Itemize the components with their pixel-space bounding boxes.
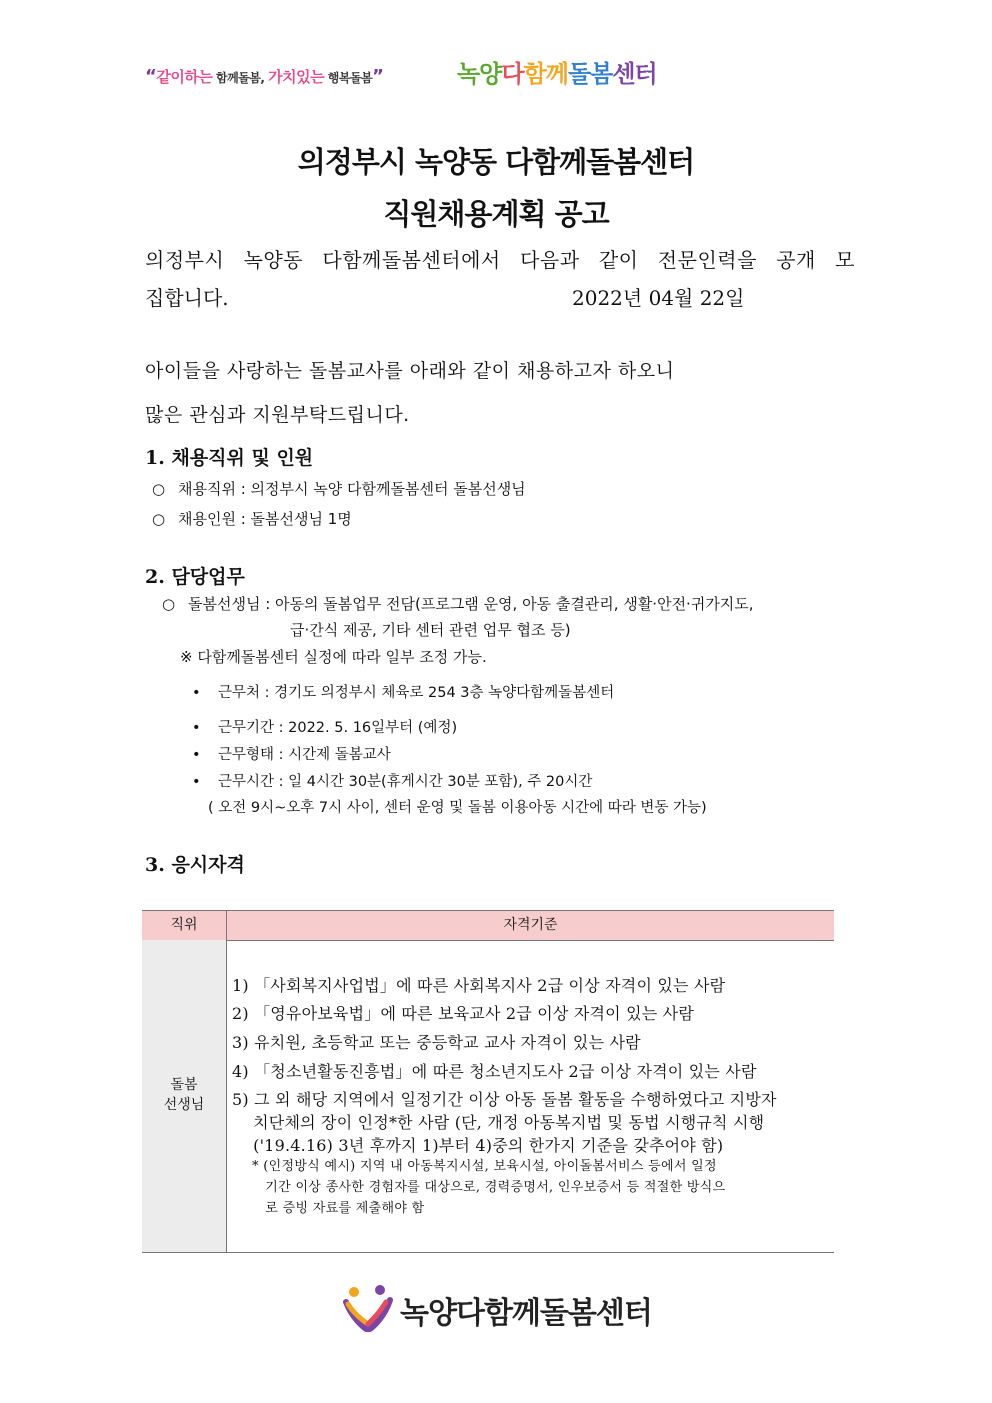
criteria-item: 4) 「청소년활동진흥법」에 따른 청소년지도사 2급 이상 자격이 있는 사람	[232, 1062, 757, 1081]
slogan-open-quote: “	[145, 66, 157, 87]
detail-text: 근무시간 : 일 4시간 30분(휴게시간 30분 포함), 주 20시간	[218, 774, 593, 790]
footer-brand: 녹양다함께돌봄센터	[400, 1296, 652, 1331]
page-subtitle: 직원채용계획 공고	[383, 197, 609, 231]
circle-bullet-icon: ○	[162, 595, 176, 613]
table-header-criteria: 자격기준	[503, 917, 558, 933]
duty-note: ※ 다함께돌봄센터 실정에 따라 일부 조정 가능.	[180, 648, 487, 666]
table-column-divider	[226, 910, 227, 1253]
criteria-note: * (인정방식 예시) 지역 내 아동복지시설, 보육시설, 아이돌봄서비스 등에서 일정	[252, 1159, 717, 1174]
criteria-item: 3) 유치원, 초등학교 또는 중등학교 교사 자격이 있는 사람	[232, 1033, 641, 1052]
criteria-item: 2) 「영유아보육법」에 따른 보육교사 2급 이상 자격이 있는 사람	[232, 1004, 694, 1023]
dot-bullet-icon: •	[192, 774, 201, 790]
brand-part3: 함께	[523, 60, 568, 88]
dot-bullet-icon: •	[192, 720, 201, 736]
page-title: 의정부시 녹양동 다함께돌봄센터	[297, 145, 695, 179]
section1-item-text: 채용인원 : 돌봄선생님 1명	[178, 510, 352, 528]
criteria-note: 로 증빙 자료를 제출해야 함	[252, 1201, 425, 1216]
slogan-close-quote: ”	[372, 66, 384, 87]
criteria-note: 기간 이상 종사한 경험자를 대상으로, 경력증명서, 인우보증서 등 적절한 방식으	[252, 1180, 726, 1195]
hours-note: ( 오전 9시~오후 7시 사이, 센터 운영 및 돌봄 이용아동 시간에 따라 변동 가능)	[208, 800, 707, 816]
paragraph-line2: 많은 관심과 지원부탁드립니다.	[145, 404, 410, 426]
slogan-part2: 함께돌봄,	[212, 71, 269, 85]
announcement-date: 2022년 04월 22일	[572, 286, 745, 310]
dot-bullet-icon: •	[192, 685, 201, 701]
position-line2: 선생님	[163, 1097, 205, 1113]
table-header-row	[142, 910, 834, 941]
brand-part1: 녹양	[457, 60, 502, 88]
section1-item	[152, 478, 526, 499]
circle-bullet-icon: ○	[152, 480, 166, 498]
circle-bullet-icon: ○	[152, 510, 166, 528]
duty-line2: 급·간식 제공, 기타 센터 관련 업무 협조 등)	[290, 621, 571, 639]
intro-line2: 집합니다.	[145, 286, 229, 310]
qualification-table	[142, 910, 834, 1253]
brand-part2: 다	[501, 60, 524, 88]
detail-text: 근무형태 : 시간제 돌봄교사	[218, 747, 391, 763]
position-line1: 돌봄	[170, 1077, 198, 1093]
header-brand-logo	[457, 54, 657, 89]
criteria-item: ('19.4.16) 3년 후까지 1)부터 4)중의 한가지 기준을 갖추어야 함)	[232, 1136, 724, 1155]
detail-text: 근무기간 : 2022. 5. 16일부터 (예정)	[218, 720, 458, 736]
section3-heading: 3. 응시자격	[145, 854, 245, 876]
table-bottom-border	[142, 1252, 834, 1253]
duty-text: 돌봄선생님 : 아동의 돌봄업무 전담(프로그램 운영, 아동 출결관리, 생활·안전·귀가지도,	[188, 595, 754, 613]
section2-heading: 2. 담당업무	[145, 566, 245, 588]
dot-bullet-icon: •	[192, 747, 201, 763]
table-header-position: 직위	[170, 917, 198, 933]
intro-line1: 의정부시 녹양동 다함께돌봄센터에서 다음과 같이 전문인력을 공개 모	[145, 248, 855, 272]
brand-part4: 돌봄	[567, 60, 613, 88]
table-position-label	[142, 1075, 226, 1115]
header-slogan	[145, 66, 383, 87]
slogan-part3: 가치있는	[268, 68, 325, 86]
criteria-item: 5) 그 외 해당 지역에서 일정기간 이상 아동 돌봄 활동을 수행하였다고 지방자	[232, 1090, 777, 1109]
detail-item	[192, 716, 457, 737]
section1-item	[152, 508, 352, 529]
footer-logo	[342, 1284, 662, 1334]
detail-item	[192, 743, 391, 764]
detail-item	[192, 681, 614, 702]
slogan-part4: 행복돌봄	[324, 71, 373, 85]
criteria-item: 치단체의 장이 인정*한 사람 (단, 개정 아동복지법 및 동법 시행규칙 시행	[232, 1113, 765, 1132]
detail-item	[192, 770, 592, 791]
detail-text: 근무처 : 경기도 의정부시 체육로 254 3층 녹양다함께돌봄센터	[218, 685, 615, 701]
duty-line1	[162, 593, 754, 614]
criteria-item: 1) 「사회복지사업법」에 따른 사회복지사 2급 이상 자격이 있는 사람	[232, 976, 726, 995]
paragraph-line1: 아이들을 사랑하는 돌봄교사를 아래와 같이 채용하고자 하오니	[145, 360, 675, 382]
slogan-part1: 같이하는	[156, 68, 213, 86]
heart-people-logo-icon	[342, 1284, 394, 1332]
section1-heading: 1. 채용직위 및 인원	[145, 447, 314, 469]
section1-item-text: 채용직위 : 의정부시 녹양 다함께돌봄센터 돌봄선생님	[178, 480, 526, 498]
brand-part5: 센터	[612, 60, 657, 88]
